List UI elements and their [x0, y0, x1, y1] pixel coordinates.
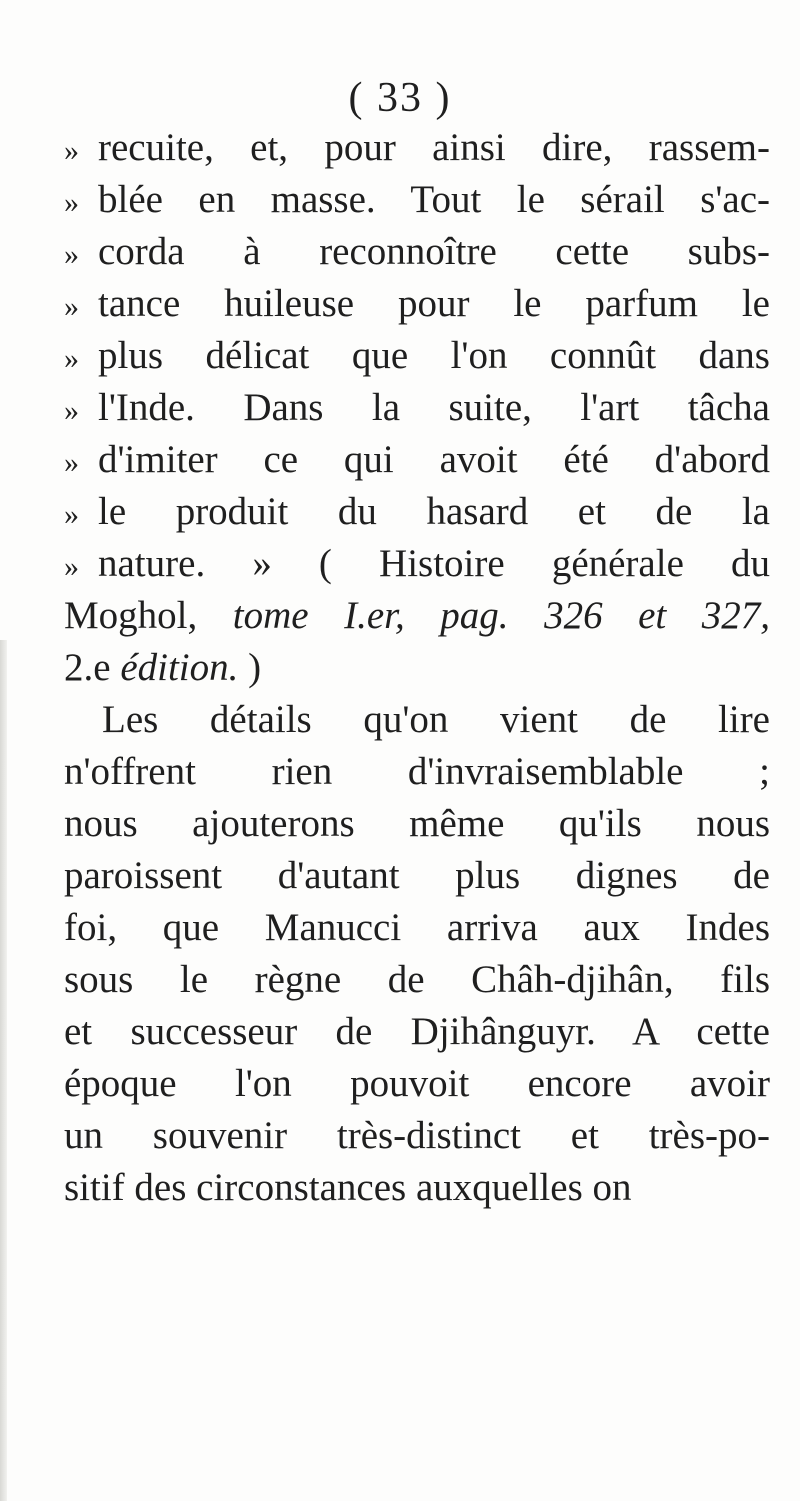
paragraph-line: Les détails qu'on vient de lire: [102, 698, 770, 741]
paragraph-line: sous le règne de Châh-djihân, fils: [64, 958, 770, 1001]
quoted-line: [64, 382, 770, 434]
paragraph-line: foi, que Manucci arriva aux Indes: [64, 906, 770, 949]
citation-volume-pages: tome I.er, pag. 326 et 327,: [232, 594, 771, 637]
quoted-line-text: corda à reconnoître cette subs-: [98, 230, 770, 273]
page-gutter-shadow: [0, 640, 7, 1501]
quoted-line: [64, 434, 770, 486]
paragraph-line: sitif des circonstances auxquelles on: [64, 1166, 632, 1209]
quoted-line: [64, 226, 770, 278]
quote-mark: »: [64, 290, 76, 323]
quoted-line-text: recuite, et, pour ainsi dire, rassem-: [98, 126, 770, 169]
quote-mark: »: [64, 342, 76, 375]
paragraph-line: un souvenir très-distinct et très-po-: [64, 1114, 770, 1157]
quoted-line-text: plus délicat que l'on connût dans: [98, 334, 770, 377]
citation-title-end: Moghol,: [64, 594, 233, 637]
citation-edition-number: 2.e: [64, 646, 121, 689]
body-text: [64, 122, 770, 1214]
quoted-line: [64, 174, 770, 226]
quote-mark: »: [64, 498, 76, 531]
quoted-line: [64, 330, 770, 382]
quote-mark: »: [64, 550, 76, 583]
quoted-line-text: le produit du hasard et de la: [98, 490, 770, 533]
quoted-line-text: blée en masse. Tout le sérail s'ac-: [98, 178, 770, 221]
quoted-line-text: nature. » ( Histoire générale du: [98, 542, 770, 585]
paragraph-line: et successeur de Djihânguyr. A cette: [64, 1010, 770, 1053]
quoted-line-text: d'imiter ce qui avoit été d'abord: [98, 438, 770, 481]
quote-mark: »: [64, 394, 76, 427]
quoted-line-text: l'Inde. Dans la suite, l'art tâcha: [98, 386, 770, 429]
quote-mark: »: [64, 186, 76, 219]
quoted-line: [64, 538, 770, 590]
paragraph-line: n'offrent rien d'invraisemblable ;: [64, 750, 770, 793]
citation-edition-word: édition.: [120, 646, 239, 689]
page-number: ( 33 ): [348, 75, 452, 121]
citation-line: [64, 590, 770, 642]
quoted-line: [64, 278, 770, 330]
quote-mark: »: [64, 238, 76, 271]
quoted-line: [64, 486, 770, 538]
quote-mark: »: [64, 134, 76, 167]
citation-close: ): [238, 646, 262, 689]
paragraph-line: époque l'on pouvoit encore avoir: [64, 1062, 770, 1105]
quoted-line-text: tance huileuse pour le parfum le: [98, 282, 770, 325]
citation-line: [64, 642, 770, 694]
quote-mark: »: [64, 446, 76, 479]
paragraph-line: paroissent d'autant plus dignes de: [64, 854, 770, 897]
quoted-line: [64, 122, 770, 174]
paragraph-line: nous ajouterons même qu'ils nous: [64, 802, 770, 845]
